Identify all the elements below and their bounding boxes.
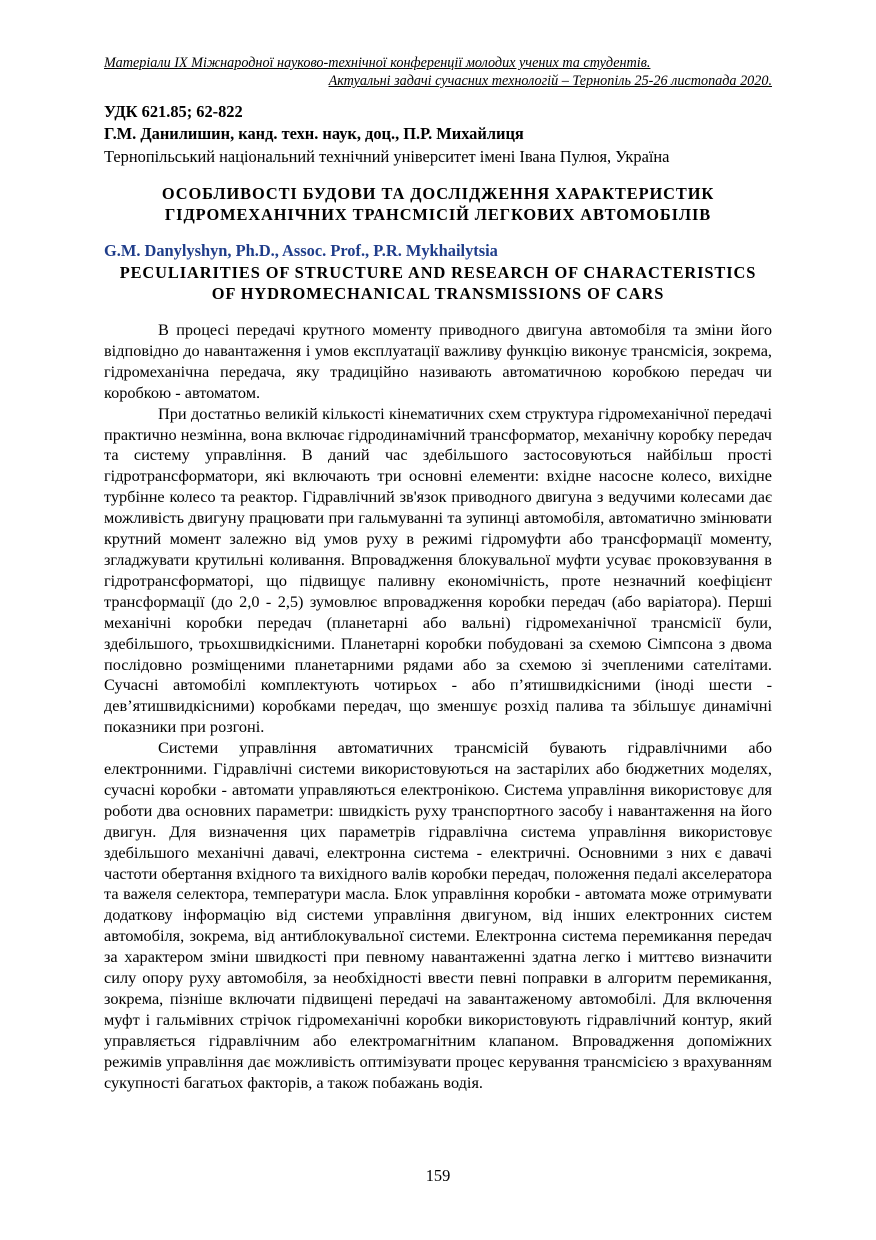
body-paragraph-3: Системи управління автоматичних трансмісій бувають гідравлічними або електронними. Гідравлічні системи використовуються на застарілих або бюджетних моделях, сучасні коробки - автомати управляються електронікою. Система управління використовує для роботи два основних параметри: швидкість руху транспортного засобу і навантаження на його двигун. Для визначення цих параметрів гідравлічна система управління використовує здебільшого механічні давачі, електронна система - електричні. Основними з них є давачі частоти обертання вхідного та вихідного валів коробки передач, положення педалі акселератора та важеля селектора, температури масла. Блок управління коробки - автомата може отримувати додаткову інформацію від системи управління двигуном, від інших електронних систем автомобіля, зокрема, від антиблокувальної системи. Електронна система перемикання передач за характером зміни швидкості при певному навантаженні здатна легко і миттєво визначити силу опору руху автомобіля, за необхідності ввести певні поправки в алгоритм перемикання, зокрема, пізніше включати підвищені передачі на завантаженому автомобілі. Для включення муфт і гальмівних стрічок гідромеханічні коробки використовують гідравлічний контур, який управляється гідравлічним або електромагнітним клапаном. Впровадження допоміжних режимів управління дає можливість оптимізувати процес керування трансмісією з врахуванням сукупності багатьох факторів, а також побажань водія.	[104, 738, 772, 1092]
authors-ua: Г.М. Данилишин, канд. техн. наук, доц., П.Р. Михайлиця	[104, 124, 524, 143]
body-paragraph-2: При достатньо великій кількості кінематичних схем структура гідромеханічної передачі практично незмінна, вона включає гідродинамічний трансформатор, механічну коробку передач та систему управління. В даний час здебільшого застосовуються найбільш прості гідротрансформатори, які включають три основні елементи: вхідне насосне колесо, вихідне турбінне колесо та реактор. Гідравлічний зв'язок приводного двигуна з ведучими колесами дає можливість двигуну працювати при гальмуванні та зупинці автомобіля, автоматично змінювати крутний момент залежно від умов руху в режимі гідромуфти або трансформації моменту, згладжувати крутильні коливання. Впровадження блокувальної муфти усуває проковзування в гідротрансформаторі, що підвищує паливну економічність, проте незначний коефіцієнт трансформації (до 2,0 - 2,5) зумовлює впровадження коробки передач (або варіатора). Перші механічні коробки передач (планетарні або вальні) гідромеханічної трансмісії були, здебільшого, трьохшвидкісними. Планетарні коробки побудовані за схемою Сімпсона з двома послідовно розміщеними планетарними рядами або за схемою зі зчепленими сателітами. Сучасні автомобілі комплектують чотирьох - або п’ятишвидкісними (іноді шести - дев’ятишвидкісними) коробками передач, що зменшує розхід палива та збільшує динамічні показники при розгоні.	[104, 403, 772, 737]
body-paragraph-1: В процесі передачі крутного моменту приводного двигуна автомобіля та зміни його відповідно до навантаження і умов експлуатації важливу функцію виконує трансмісія, зокрема, гідромеханічна передача, яку традиційно називають автоматичною коробкою передач чи коробкою - автоматом.	[104, 320, 772, 402]
conference-header-line-1: Матеріали IX Міжнародної науково-технічної конференції молодих учених та студентів.	[104, 55, 651, 71]
affiliation: Тернопільський національний технічний університет імені Івана Пулюя, Україна	[104, 147, 670, 166]
conference-header-line-2: Актуальні задачі сучасних технологій – Тернопіль 25-26 листопада 2020.	[328, 73, 772, 89]
article-body	[104, 320, 772, 1094]
title-ua	[104, 183, 772, 225]
title-en-line-2: OF HYDROMECHANICAL TRANSMISSIONS OF CARS	[211, 284, 665, 303]
title-ua-line-1: ОСОБЛИВОСТІ БУДОВИ ТА ДОСЛІДЖЕННЯ ХАРАКТЕРИСТИК	[161, 184, 715, 203]
title-en	[104, 262, 772, 304]
udk-code: УДК 621.85; 62-822	[104, 102, 243, 121]
page-number: 159	[425, 1166, 451, 1185]
title-ua-line-2: ГІДРОМЕХАНІЧНИХ ТРАНСМІСІЙ ЛЕГКОВИХ АВТОМОБІЛІВ	[164, 205, 712, 224]
title-en-line-1: PECULIARITIES OF STRUCTURE AND RESEARCH OF CHARACTERISTICS	[119, 263, 757, 282]
authors-en: G.M. Danylyshyn, Ph.D., Assoc. Prof., P.R. Mykhailytsia	[104, 241, 498, 260]
